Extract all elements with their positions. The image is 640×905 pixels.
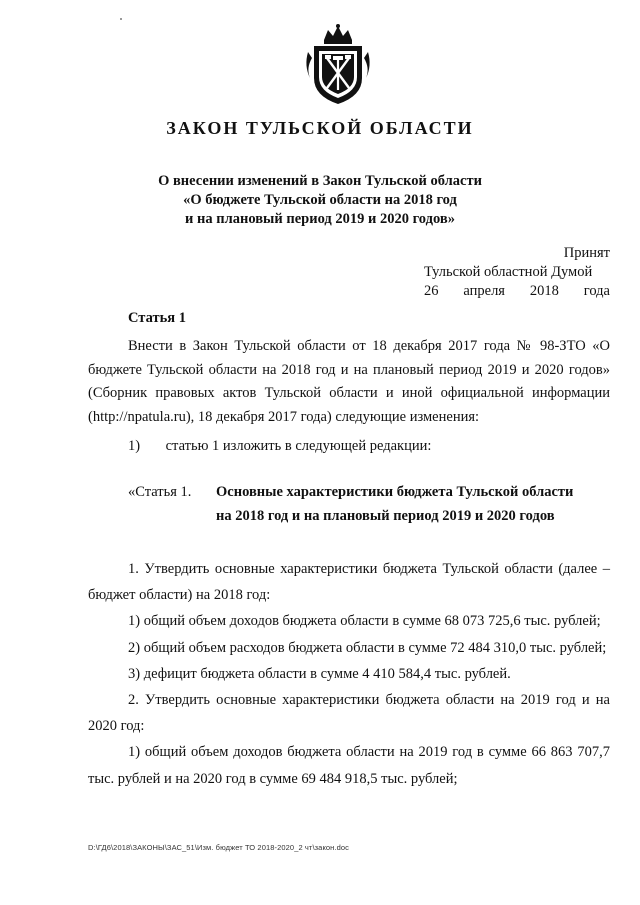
tula-coat-of-arms-icon <box>302 22 374 106</box>
quoted-article-title-line: на 2018 год и на плановый период 2019 и 2020 годов <box>216 508 555 524</box>
accepted-by: Тульской областной Думой <box>424 264 593 280</box>
scan-speck <box>120 18 122 20</box>
body-paragraph: 1) общий объем доходов бюджета области на 2019 год в сумме 66 863 707,7 тыс. рублей и на 2020 год в сумме 69 484 918,5 тыс. рублей; <box>88 744 610 787</box>
accepted-date <box>424 282 610 301</box>
subtitle-line: О внесении изменений в Закон Тульской области <box>158 173 482 189</box>
file-path-footer: D:\ГД6\2018\ЗАКОНЫ\ЗАС_51\Изм. бюджет ТО 2018-2020_2 чт\закон.doc <box>88 843 350 852</box>
body-paragraph: 2) общий объем расходов бюджета области в сумме 72 484 310,0 тыс. рублей; <box>128 639 607 656</box>
amendment-item <box>128 438 431 455</box>
law-title: ЗАКОН ТУЛЬСКОЙ ОБЛАСТИ <box>166 118 474 138</box>
body-paragraph: 2. Утвердить основные характеристики бюджета области на 2019 год и на 2020 год: <box>88 692 610 735</box>
amendment-item-number: 1) <box>128 438 141 454</box>
law-subtitle <box>0 172 640 229</box>
article-heading: Статья 1 <box>128 310 186 326</box>
body-paragraph: 1. Утвердить основные характеристики бюджета Тульской области (далее – бюджет области) на 2018 год: <box>88 561 610 604</box>
quoted-article-title-line: Основные характеристики бюджета Тульской области <box>216 484 574 500</box>
subtitle-line: и на плановый период 2019 и 2020 годов» <box>185 211 455 227</box>
date-month: апреля <box>463 283 505 299</box>
quoted-article-heading <box>128 480 573 528</box>
date-year: 2018 <box>529 283 559 299</box>
acceptance-block <box>424 244 610 301</box>
date-day: 26 <box>424 283 439 299</box>
subtitle-line: «О бюджете Тульской области на 2018 год <box>183 192 457 208</box>
body-paragraph: 3) дефицит бюджета области в сумме 4 410 584,4 тыс. рублей. <box>128 665 511 682</box>
amendment-item-text: статью 1 изложить в следующей редакции: <box>165 438 432 454</box>
accepted-label: Принят <box>563 245 610 261</box>
article-body <box>88 556 610 792</box>
date-word: года <box>583 283 610 299</box>
article-intro <box>88 335 610 429</box>
article-intro-text: Внести в Закон Тульской области от 18 декабря 2017 года № 98-ЗТО «О бюджете Тульской области на 2018 год и на плановый период 2019 и 2020 годов» (Сборник правовых актов Тульской области и иной официальной информации (http://npatula.ru), 18 декабря 2017 года) следующие изменения: <box>88 338 610 425</box>
body-paragraph: 1) общий объем доходов бюджета области в сумме 68 073 725,6 тыс. рублей; <box>128 613 601 630</box>
quoted-article-label: «Статья 1. <box>128 484 192 500</box>
